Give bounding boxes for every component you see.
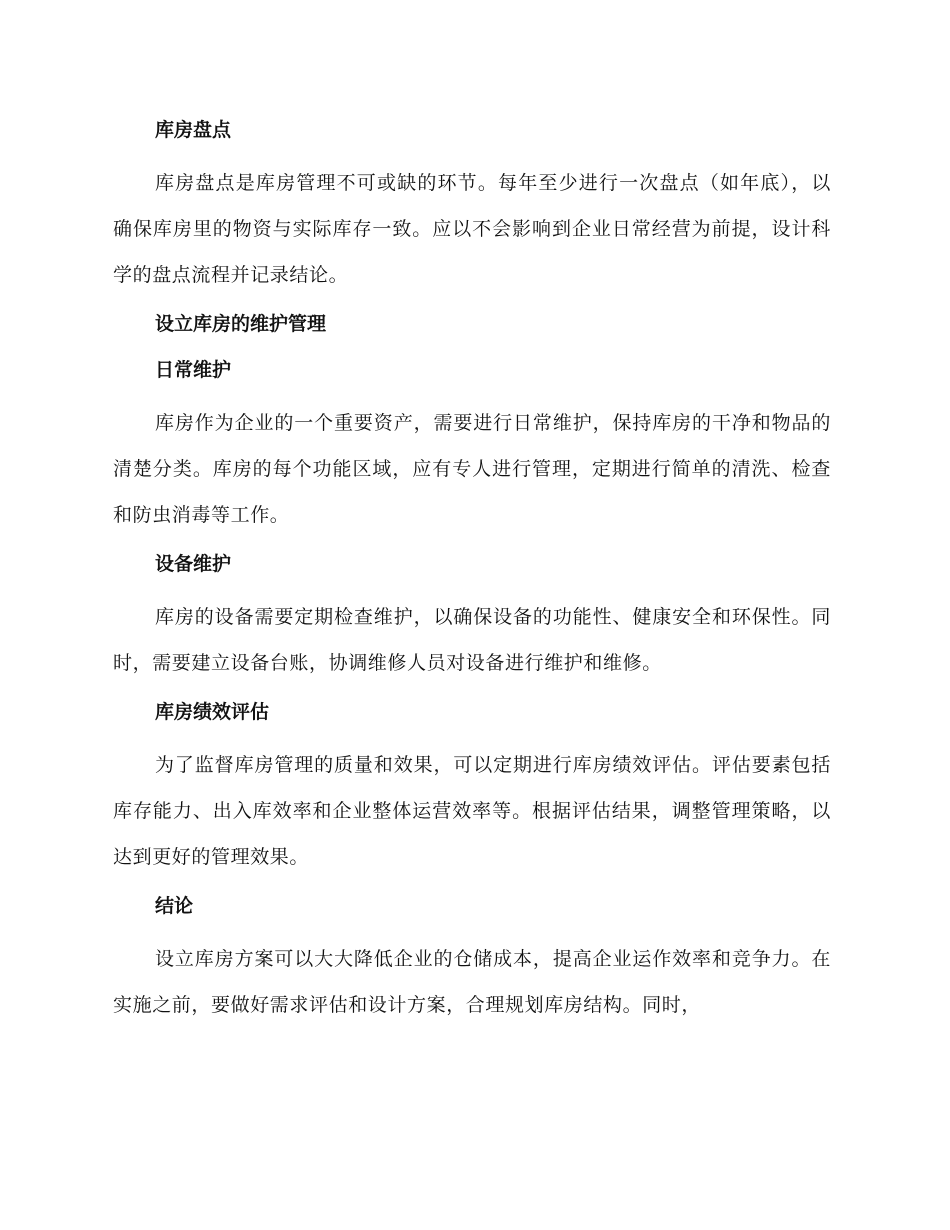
section-heading-performance-evaluation: 库房绩效评估 <box>155 701 270 723</box>
section-paragraph-daily-maintenance: 库房作为企业的一个重要资产，需要进行日常维护，保持库房的干净和物品的清楚分类。库房的每个功能区域，应有专人进行管理，定期进行简单的清洗、检查和防虫消毒等工作。 <box>113 412 831 526</box>
section-heading-daily-maintenance: 日常维护 <box>155 359 232 381</box>
section-paragraph-conclusion: 设立库房方案可以大大降低企业的仓储成本，提高企业运作效率和竞争力。在实施之前，要做好需求评估和设计方案，合理规划库房结构。同时， <box>113 948 831 1016</box>
document-page <box>113 114 831 1038</box>
section-heading-equipment-maintenance: 设备维护 <box>155 553 232 575</box>
section-heading-inventory-count: 库房盘点 <box>155 119 232 141</box>
section-paragraph-performance-evaluation: 为了监督库房管理的质量和效果，可以定期进行库房绩效评估。评估要素包括库存能力、出入库效率和企业整体运营效率等。根据评估结果，调整管理策略，以达到更好的管理效果。 <box>113 754 831 868</box>
section-paragraph-inventory-count: 库房盘点是库房管理不可或缺的环节。每年至少进行一次盘点（如年底），以确保库房里的物资与实际库存一致。应以不会影响到企业日常经营为前提，设计科学的盘点流程并记录结论。 <box>113 172 831 286</box>
section-heading-maintenance-management: 设立库房的维护管理 <box>155 313 327 335</box>
section-paragraph-equipment-maintenance: 库房的设备需要定期检查维护，以确保设备的功能性、健康安全和环保性。同时，需要建立设备台账，协调维修人员对设备进行维护和维修。 <box>113 606 831 674</box>
section-heading-conclusion: 结论 <box>155 895 194 917</box>
